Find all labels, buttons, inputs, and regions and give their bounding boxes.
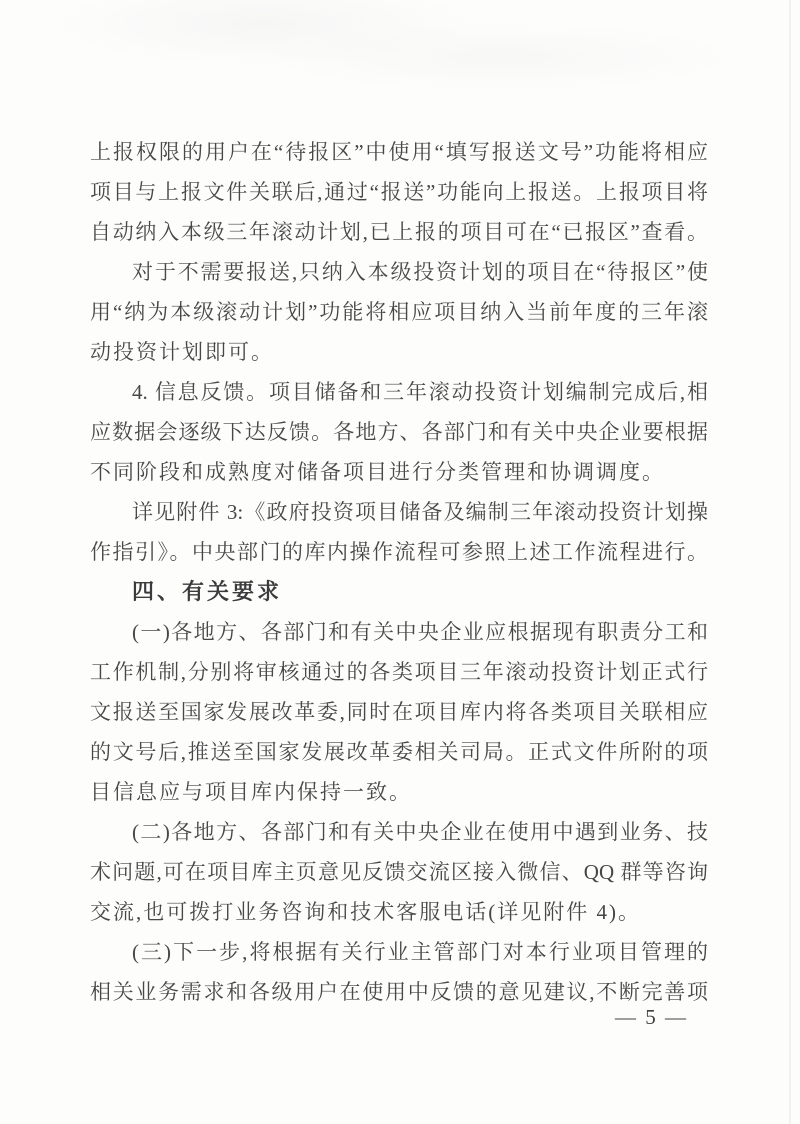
scan-artifact — [60, 0, 740, 90]
body-line: 详见附件 3:《政府投资项目储备及编制三年滚动投资计划操 — [132, 500, 708, 524]
body-line: 上报权限的用户在“待报区”中使用“填写报送文号”功能将相应 — [90, 140, 708, 164]
body-line: 文报送至国家发展改革委,同时在项目库内将各类项目关联相应 — [90, 700, 708, 724]
body-line: 应数据会逐级下达反馈。各地方、各部门和有关中央企业要根据 — [90, 420, 708, 444]
page-edge-shadow — [789, 0, 791, 1124]
body-line: (二)各地方、各部门和有关中央企业在使用中遇到业务、技 — [132, 820, 708, 844]
document-body — [90, 132, 708, 1012]
body-line: 工作机制,分别将审核通过的各类项目三年滚动投资计划正式行 — [90, 660, 708, 684]
body-line: 自动纳入本级三年滚动计划,已上报的项目可在“已报区”查看。 — [90, 220, 708, 244]
body-line: 对于不需要报送,只纳入本级投资计划的项目在“待报区”使 — [132, 260, 708, 284]
body-line: 的文号后,推送至国家发展改革委相关司局。正式文件所附的项 — [90, 740, 708, 764]
body-line: 不同阶段和成熟度对储备项目进行分类管理和协调调度。 — [90, 460, 665, 484]
body-line: 交流,也可拨打业务咨询和技术客服电话(详见附件 4)。 — [90, 900, 641, 924]
body-line: 相关业务需求和各级用户在使用中反馈的意见建议,不断完善项 — [90, 980, 708, 1004]
body-line: 4. 信息反馈。项目储备和三年滚动投资计划编制完成后,相 — [132, 380, 708, 404]
section-heading: 四、有关要求 — [132, 579, 283, 604]
body-line: 项目与上报文件关联后,通过“报送”功能向上报送。上报项目将 — [90, 180, 708, 204]
body-line: 目信息应与项目库内保持一致。 — [90, 780, 412, 804]
page-number: — 5 — — [615, 1005, 688, 1029]
body-line: (三)下一步,将根据有关行业主管部门对本行业项目管理的 — [132, 940, 708, 964]
body-line: (一)各地方、各部门和有关中央企业应根据现有职责分工和 — [132, 620, 708, 644]
body-line: 作指引》。中央部门的库内操作流程可参照上述工作流程进行。 — [90, 540, 708, 564]
body-line: 动投资计划即可。 — [90, 340, 274, 364]
body-line: 术问题,可在项目库主页意见反馈交流区接入微信、QQ 群等咨询 — [90, 860, 708, 884]
body-line: 用“纳为本级滚动计划”功能将相应项目纳入当前年度的三年滚 — [90, 300, 708, 324]
